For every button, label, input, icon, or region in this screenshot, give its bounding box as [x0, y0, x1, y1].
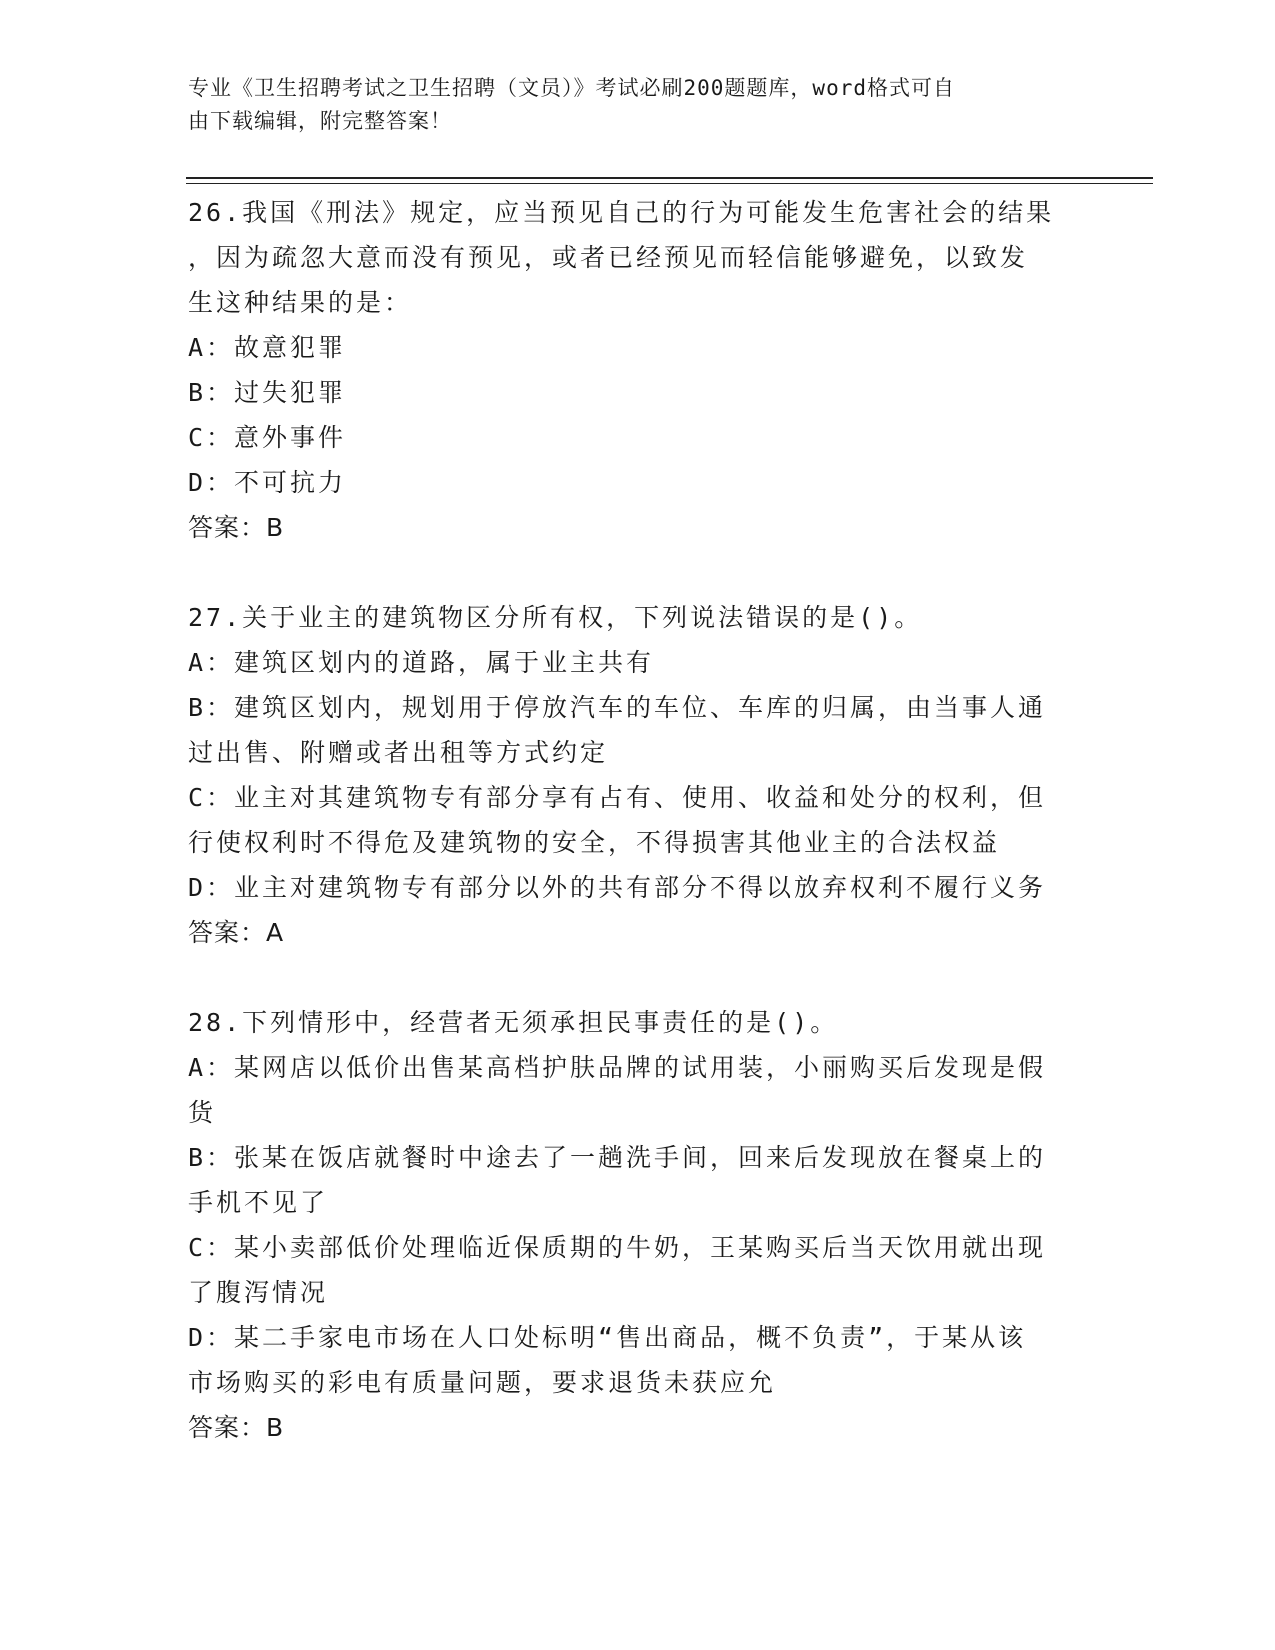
option-b-continued: 手机不见了	[188, 1188, 329, 1217]
option-c-continued: 行使权利时不得危及建筑物的安全，不得损害其他业主的合法权益	[188, 828, 1001, 857]
option-a: A：某网店以低价出售某高档护肤品牌的试用装，小丽购买后发现是假	[188, 1053, 1047, 1082]
option-b: B：张某在饭店就餐时中途去了一趟洗手间，回来后发现放在餐桌上的	[188, 1143, 1047, 1172]
header-divider-thin	[186, 183, 1153, 184]
option-c: C：某小卖部低价处理临近保质期的牛奶，王某购买后当天饮用就出现	[188, 1233, 1047, 1262]
option-b: B：建筑区划内，规划用于停放汽车的车位、车库的归属，由当事人通	[188, 693, 1047, 722]
option-d: D：某二手家电市场在人口处标明“售出商品，概不负责”，于某从该	[188, 1323, 1027, 1352]
question-28	[188, 1000, 1088, 1450]
option-c: C：意外事件	[188, 423, 347, 452]
option-d: D：不可抗力	[188, 468, 347, 497]
question-text-line: 28.下列情形中，经营者无须承担民事责任的是()。	[188, 1008, 839, 1037]
question-text-line: ，因为疏忽大意而没有预见，或者已经预见而轻信能够避免，以致发	[188, 243, 1029, 272]
question-list	[188, 190, 1088, 1450]
option-a-continued: 货	[188, 1098, 217, 1127]
header-line: 由下载编辑，附完整答案！	[188, 109, 452, 133]
answer-label: 答案：B	[188, 513, 285, 542]
question-text-line: 生这种结果的是：	[188, 288, 413, 317]
option-c-continued: 了腹泻情况	[188, 1278, 329, 1307]
option-c: C：业主对其建筑物专有部分享有占有、使用、收益和处分的权利，但	[188, 783, 1047, 812]
header-divider-thick	[186, 177, 1153, 179]
option-b: B：过失犯罪	[188, 378, 347, 407]
option-a: A：故意犯罪	[188, 333, 347, 362]
option-a: A：建筑区划内的道路，属于业主共有	[188, 648, 655, 677]
document-header	[188, 72, 1068, 138]
question-27	[188, 595, 1088, 955]
question-text-line: 26.我国《刑法》规定，应当预见自己的行为可能发生危害社会的结果	[188, 198, 1055, 227]
question-text-line: 27.关于业主的建筑物区分所有权，下列说法错误的是()。	[188, 603, 923, 632]
question-26	[188, 190, 1088, 550]
answer-label: 答案：A	[188, 918, 285, 947]
header-line: 专业《卫生招聘考试之卫生招聘（文员）》考试必刷200题题库，word格式可自	[188, 76, 955, 100]
option-b-continued: 过出售、附赠或者出租等方式约定	[188, 738, 609, 767]
option-d: D：业主对建筑物专有部分以外的共有部分不得以放弃权利不履行义务	[188, 873, 1047, 902]
option-d-continued: 市场购买的彩电有质量问题，要求退货未获应允	[188, 1368, 777, 1397]
answer-label: 答案：B	[188, 1413, 285, 1442]
